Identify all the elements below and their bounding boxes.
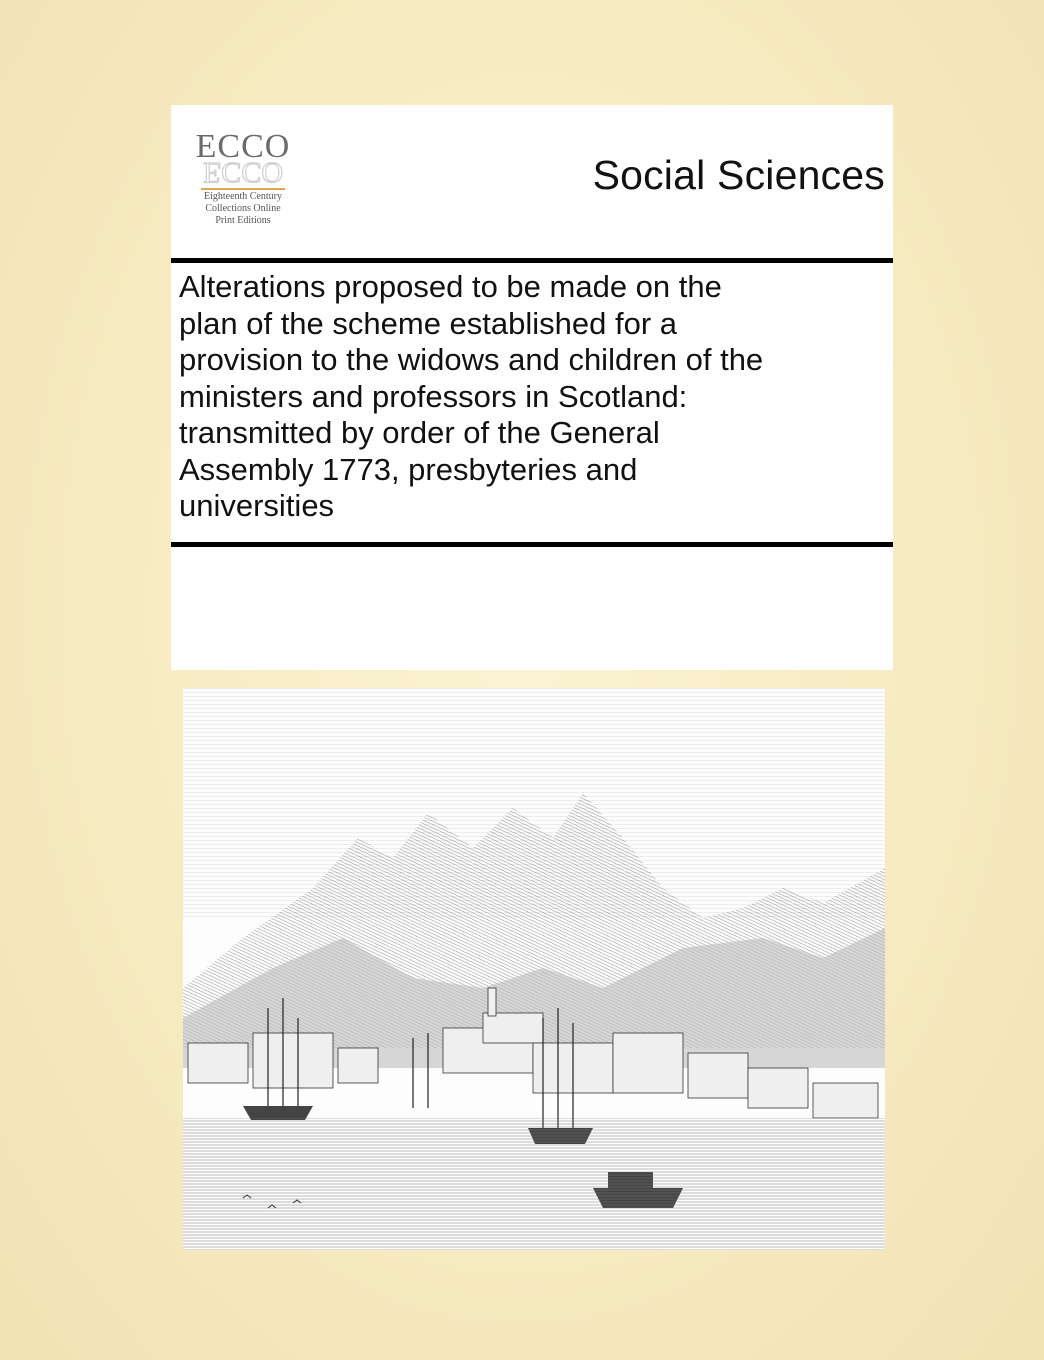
title-line: provision to the widows and children of the: [179, 342, 764, 377]
title-line: ministers and professors in Scotland:: [179, 378, 688, 414]
title-line: plan of the scheme established for a: [179, 305, 678, 341]
svg-text:ECCO: ECCO: [202, 156, 284, 189]
title-line: transmitted by order of the General: [179, 415, 660, 450]
title-line: Assembly 1773, presbyteries and: [179, 451, 638, 487]
title-line: universities: [179, 488, 335, 523]
svg-text:ECCO: ECCO: [195, 128, 291, 165]
book-title: [179, 269, 884, 525]
ecco-logo: [185, 121, 301, 243]
title-panel: [171, 105, 893, 670]
series-label: Social Sciences: [592, 152, 885, 198]
logo-line-3: Print Editions: [215, 215, 271, 226]
ecco-logo-mark: [185, 121, 301, 191]
title-line: Alterations proposed to be made on the: [179, 269, 722, 304]
bottom-rule: [171, 542, 893, 547]
logo-line-2: Collections Online: [205, 203, 281, 214]
harbor-engraving-illustration: [183, 688, 885, 1250]
harbor-engraving: [183, 688, 885, 1250]
logo-line-1: Eighteenth Century: [203, 191, 283, 202]
top-rule: [171, 258, 893, 263]
